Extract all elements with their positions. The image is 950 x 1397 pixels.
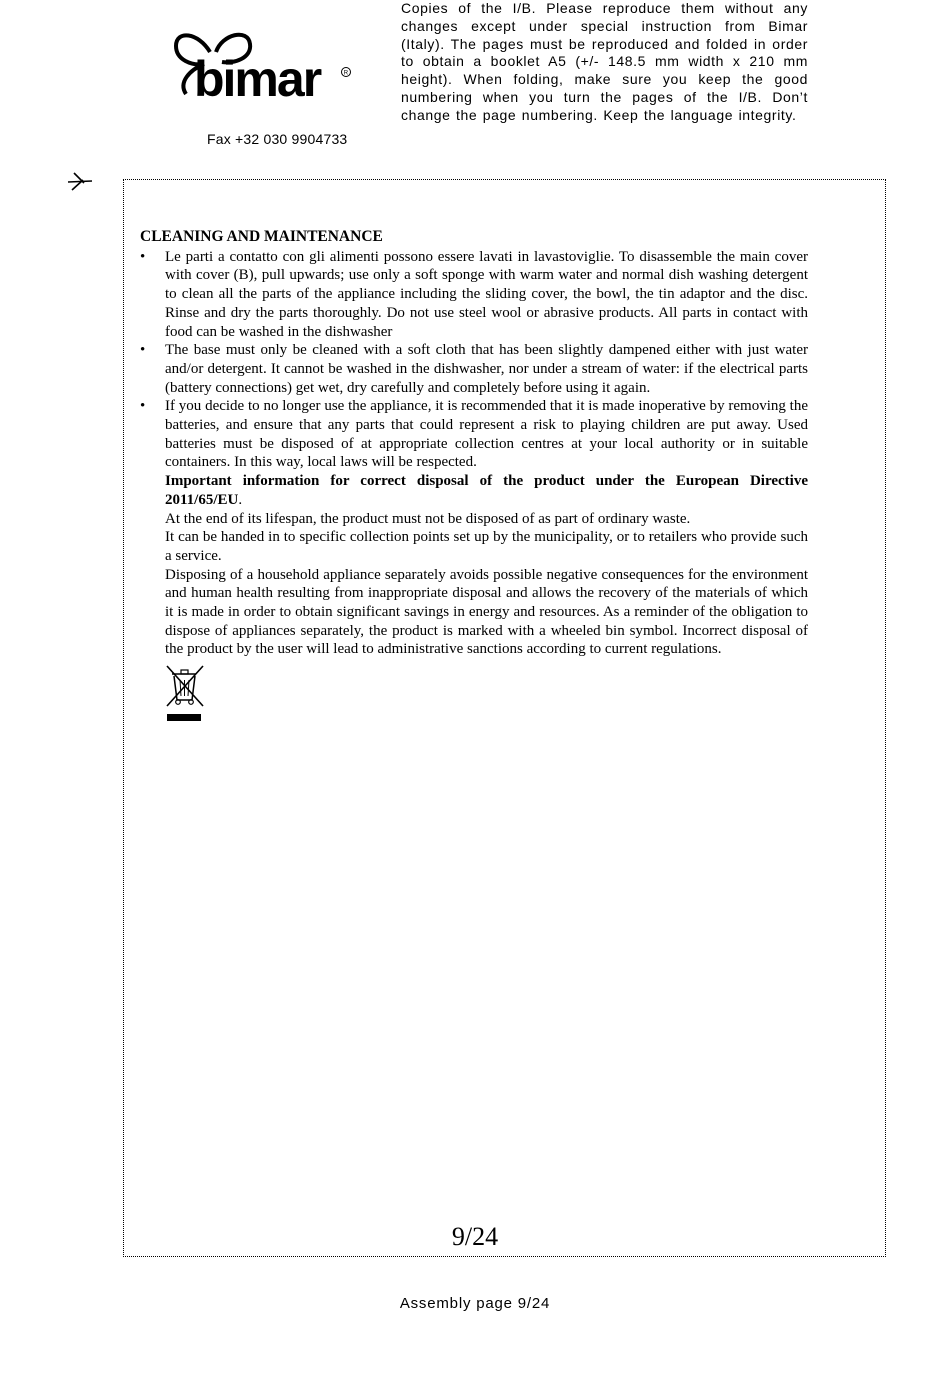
page-number: 9/24: [451, 1222, 499, 1251]
reproduction-instructions: Copies of the I/B. Please reproduce them without any changes except under special instruction from Bimar (Italy). The pages must be reproduced and folded in order to obtain a booklet A5 (+/- 148.5 mm width x 210 mm height). When folding, make sure you keep the good numbering when you turn the pages of the I/B. Don’t change the page numbering. Keep the language integrity.: [401, 0, 808, 123]
list-item: • The base must only be cleaned with a soft cloth that has been slightly dampened either with just water and/or detergent. It cannot be washed in the dishwasher, nor under a stream of water: if the electrical parts (battery connections) get wet, dry carefully and completely before using it again.: [140, 341, 808, 397]
assembly-page-label: Assembly page 9/24: [399, 1295, 551, 1312]
list-item: • Le parti a contatto con gli alimenti possono essere lavati in lavastoviglie. To disassemble the main cover with cover (B), pull upwards; use only a soft sponge with warm water and normal dish washing detergent to clean all the parts of the appliance including the sliding cover, the bowl, the tin adaptor and the disc. Rinse and dry the parts thoroughly. Do not use steel wool or abrasive products. All parts in contact with food can be washed in the dishwasher: [140, 248, 808, 342]
list-item: • If you decide to no longer use the appliance, it is recommended that it is made inoperative by removing the batteries, and ensure that any parts that could represent a risk to playing children are put away. Used batteries must be disposed of at appropriate collection centres at your local authority or in suitable containers. In this way, local laws will be respected. Important information for correct disposal of the product under the European Directive 2011/65/EU. At the end of its lifespan, the product must not be disposed of as part of ordinary waste. It can be handed in to specific collection points set up by the municipality, or to retailers who provide such a service. Disposing of a household appliance separately avoids possible negative consequences for the environment and human health resulting from inappropriate disposal and allows the recovery of the materials of which it is made in order to obtain significant savings in energy and resources. As a reminder of the obligation to dispose of appliances separately, the product is marked with a wheeled bin symbol. Incorrect disposal of the product by the user will lead to administrative sanctions according to current regulations.: [140, 397, 808, 724]
cleaning-maintenance-section: [140, 228, 808, 724]
disposal-paragraph: At the end of its lifespan, the product must not be disposed of as part of ordinary waste.: [165, 510, 691, 527]
maintenance-list: [140, 248, 808, 724]
section-title: CLEANING AND MAINTENANCE: [140, 228, 383, 245]
svg-text:bimar: bimar: [194, 51, 321, 102]
disposal-paragraph: Disposing of a household appliance separately avoids possible negative consequences for the environment and human health resulting from inappropriate disposal and allows the recovery of the materials of which it is made in order to obtain significant savings in energy and resources. As a reminder of the obligation to dispose of appliances separately, the product is marked with a wheeled bin symbol. Incorrect disposal of the product by the user will lead to administrative sanctions according to current regulations.: [165, 566, 808, 658]
scissors-icon: [66, 170, 94, 192]
bimar-logo: [170, 30, 355, 102]
crossed-out-wheeled-bin-icon: [163, 662, 207, 724]
svg-text:R: R: [343, 70, 349, 77]
fax-number: Fax +32 030 9904733: [207, 131, 348, 147]
disposal-paragraph: It can be handed in to specific collection points set up by the municipality, or to retailers who provide such a service.: [165, 529, 808, 564]
disposal-heading: Important information for correct disposal of the product under the European Directive 2011/65/EU.: [165, 473, 808, 508]
